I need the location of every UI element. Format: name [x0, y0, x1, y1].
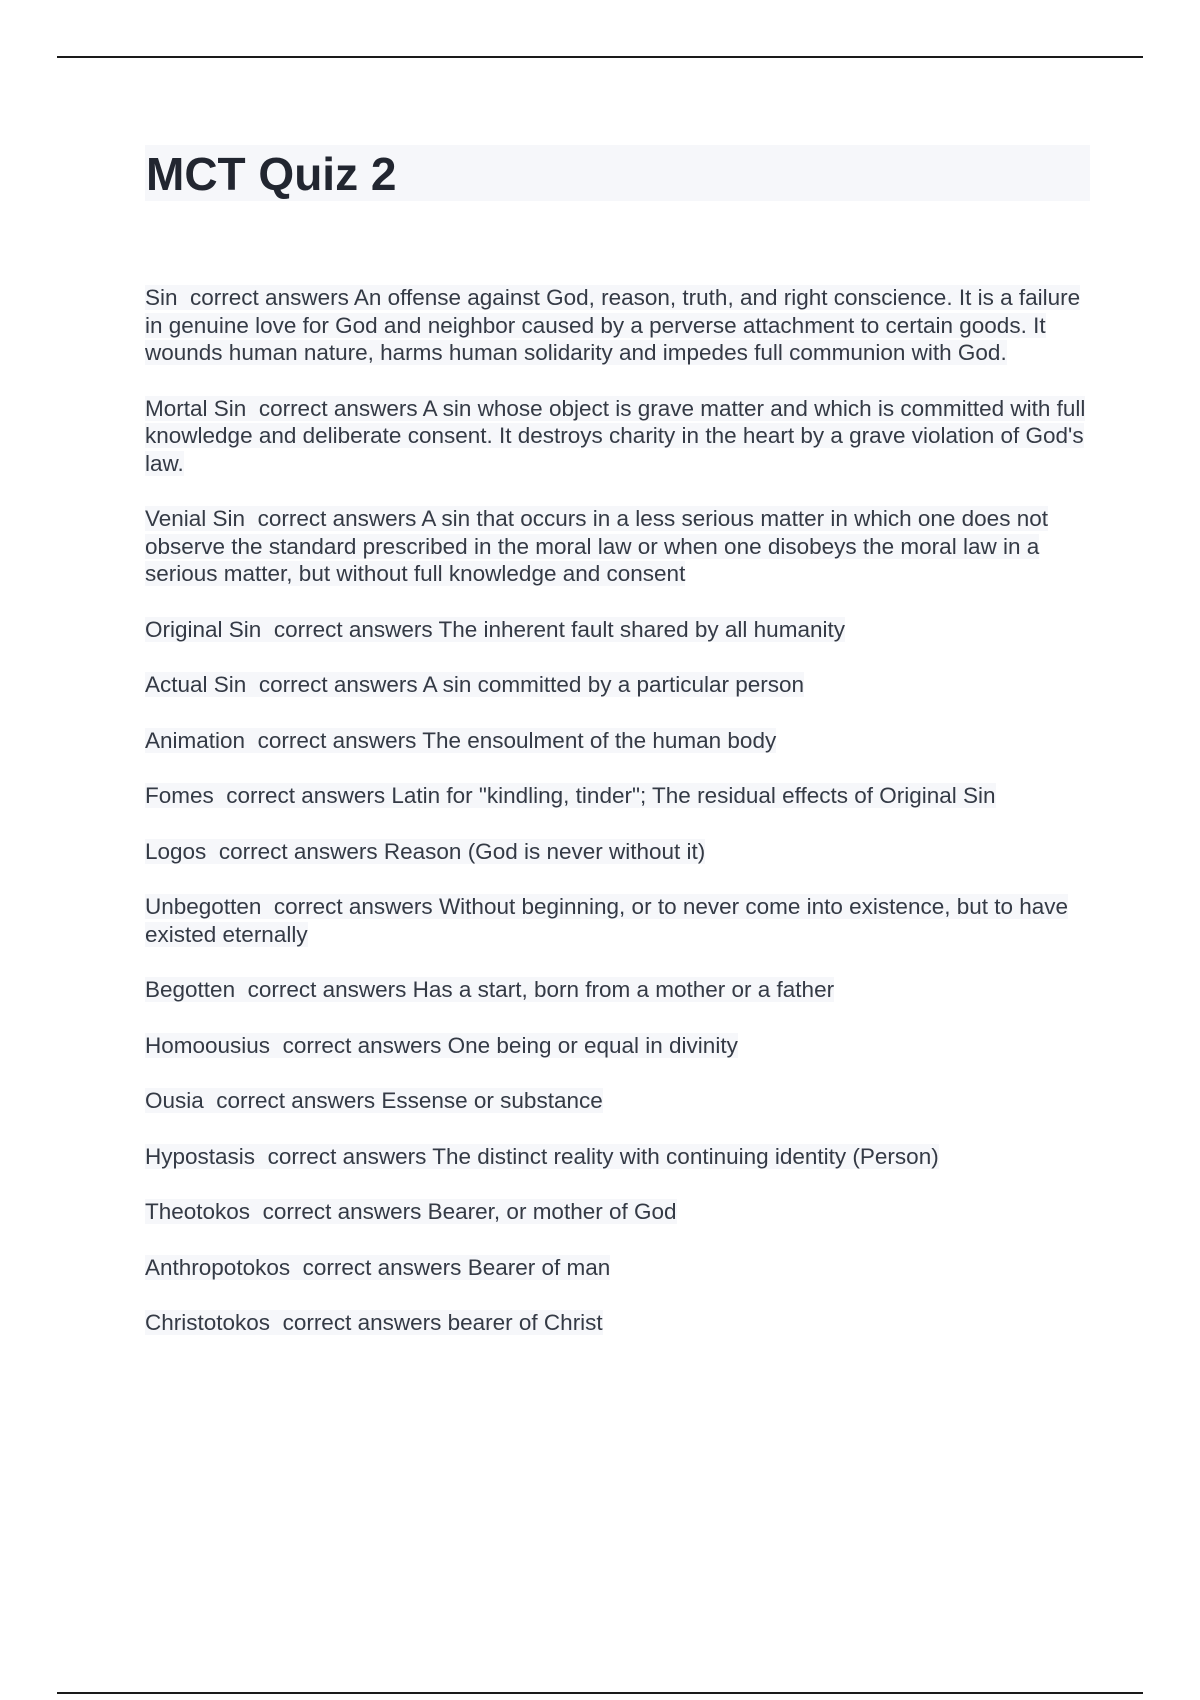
entry-term: Venial Sin [145, 506, 246, 531]
entry-separator: correct answers [226, 783, 386, 808]
entry-answer: The inherent fault shared by all humanity [438, 616, 845, 642]
entry-term: Mortal Sin [145, 395, 247, 421]
entry-term: Homoousius [145, 1032, 271, 1058]
entry-answer: A sin whose object is grave matter and which is committed with full knowledge and deliberate consent. It destroys charity in the heart by a grave violation of God's law. [145, 395, 1086, 476]
entry-anthropotokos [145, 1254, 1090, 1282]
entry-separator: correct answers [273, 894, 433, 919]
entry-separator: correct answers [257, 727, 417, 753]
entry-term: Hypostasis [145, 1143, 256, 1169]
entry-unbegotten [145, 893, 1090, 948]
entry-term: Christotokos [145, 1310, 271, 1335]
entry-term: Actual Sin [145, 672, 247, 697]
entry-hypostasis [145, 1143, 1090, 1171]
entry-separator: correct answers [302, 1254, 462, 1280]
entry-term: Ousia [145, 1088, 204, 1113]
entry-answer: Has a start, born from a mother or a father [412, 977, 835, 1002]
entry-answer: bearer of Christ [447, 1310, 603, 1335]
entry-theotokos [145, 1198, 1090, 1226]
entry-term: Fomes [145, 783, 214, 808]
entry-logos [145, 838, 1090, 866]
entry-venial-sin [145, 505, 1090, 588]
entry-answer: Latin for "kindling, tinder"; The residual effects of Original Sin [391, 783, 996, 808]
entry-answer: One being or equal in divinity [447, 1032, 738, 1058]
entry-answer: A sin that occurs in a less serious matter in which one does not observe the standard prescribed in the moral law or when one disobeys the moral law in a serious matter, but without full knowledge and consent [145, 506, 1048, 586]
entry-ousia [145, 1087, 1090, 1115]
entry-separator: correct answers [216, 1088, 376, 1113]
entry-term: Unbegotten [145, 894, 262, 919]
entry-begotten [145, 976, 1090, 1004]
entry-term: Anthropotokos [145, 1254, 291, 1280]
entry-actual-sin [145, 671, 1090, 699]
entry-term: Animation [145, 727, 246, 753]
entry-answer: Without beginning, or to never come into existence, but to have existed eternally [145, 894, 1069, 947]
top-rule [57, 56, 1143, 58]
entry-answer: Reason (God is never without it) [383, 838, 706, 864]
entry-answer: An offense against God, reason, truth, and right conscience. It is a failure in genuine love for God and neighbor caused by a perverse attachment to certain goods. It wounds human nature, harms human solidarity and impedes full communion with God. [145, 285, 1081, 365]
entry-term: Begotten [145, 977, 236, 1002]
entry-fomes [145, 782, 1090, 810]
entry-term: Logos [145, 838, 207, 864]
entry-separator: correct answers [258, 672, 418, 697]
entry-answer: A sin committed by a particular person [422, 672, 805, 697]
entry-separator: correct answers [262, 1199, 422, 1224]
entry-term: Original Sin [145, 616, 262, 642]
entry-separator: correct answers [282, 1032, 442, 1058]
entry-separator: correct answers [257, 506, 417, 531]
entry-mortal-sin [145, 395, 1090, 478]
entry-separator: correct answers [282, 1310, 442, 1335]
entry-list [145, 284, 1090, 1365]
entry-term: Sin [145, 285, 178, 310]
entry-christotokos [145, 1309, 1090, 1337]
entry-answer: Bearer, or mother of God [427, 1199, 677, 1224]
entry-homoousius [145, 1032, 1090, 1060]
entry-separator: correct answers [190, 285, 349, 310]
entry-separator: correct answers [258, 395, 418, 421]
entry-separator: correct answers [247, 977, 407, 1002]
entry-separator: correct answers [218, 838, 378, 864]
entry-separator: correct answers [273, 616, 433, 642]
entry-separator: correct answers [267, 1143, 427, 1169]
entry-term: Theotokos [145, 1199, 251, 1224]
entry-answer: Essense or substance [381, 1088, 603, 1113]
entry-animation [145, 727, 1090, 755]
entry-answer: Bearer of man [467, 1254, 611, 1280]
entry-sin [145, 284, 1090, 367]
bottom-rule [57, 1692, 1143, 1694]
entry-original-sin [145, 616, 1090, 644]
entry-answer: The ensoulment of the human body [422, 727, 777, 753]
entry-answer: The distinct reality with continuing identity (Person) [432, 1143, 939, 1169]
page-title: MCT Quiz 2 [146, 148, 397, 200]
